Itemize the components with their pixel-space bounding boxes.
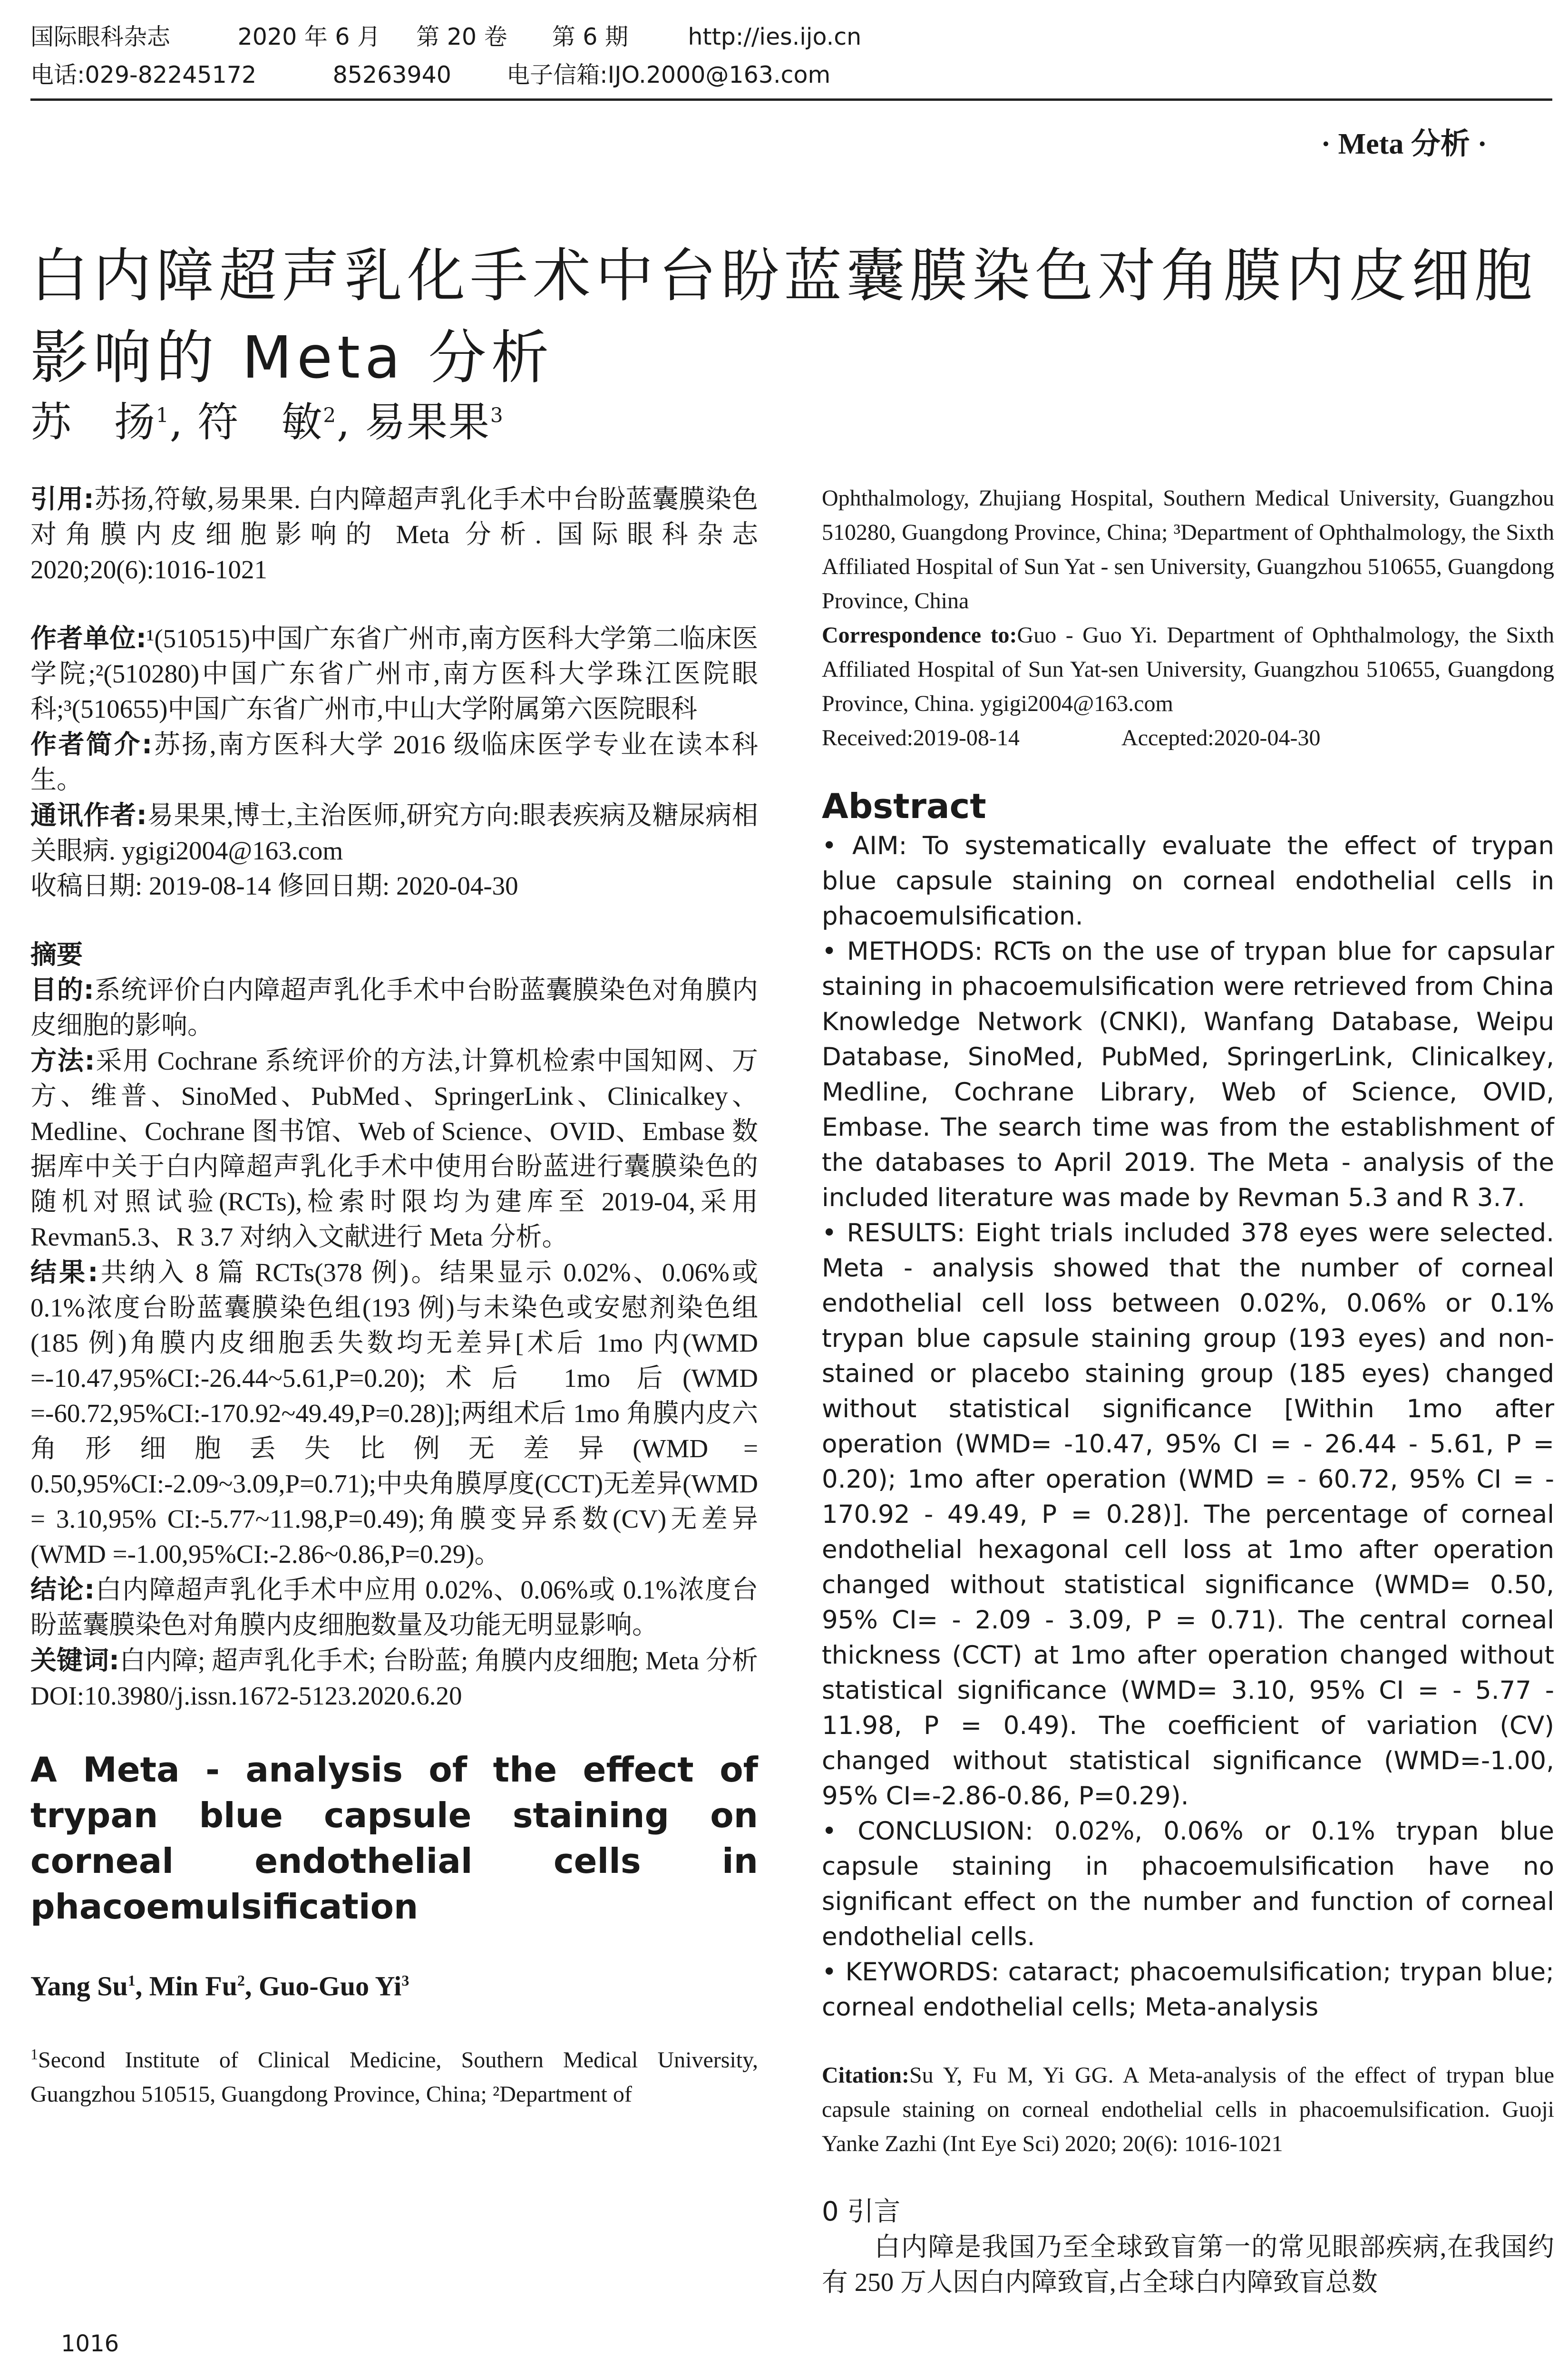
author-bio: 作者简介:苏扬,南方医科大学 2016 级临床医学专业在读本科生。 — [30, 729, 758, 794]
intro-heading: 0 引言 — [822, 2196, 901, 2227]
journal-url[interactable]: http://ies.ijo.cn — [688, 23, 862, 50]
journal-header-line2 — [30, 61, 830, 89]
results-cn: 结果:共纳入 8 篇 RCTs(378 例)。结果显示 0.02%、0.06%或 0.1%浓度台盼蓝囊膜染色组(193 例)与未染色或安慰剂染色组(185 例)角膜内皮细胞丢失数均无差异[术后 1mo 内(WMD =-10.47,95%CI:-26.44~5.61,P=0.20);术后 1mo 后(WMD =-60.72,95%CI:-170.92~49.49,P=0.28)];两组术后 1mo 角膜内皮六角形细胞丢失比例无差异(WMD = 0.50,95%CI:-2.09~3.09,P=0.71);中央角膜厚度(CCT)无差异(WMD = 3.10,95% CI:-5.77~11.98,P=0.49);角膜变异系数(CV)无差异(WMD =-1.00,95%CI:-2.86~0.86,P=0.29)。 — [30, 1257, 758, 1568]
article-title: 白内障超声乳化手术中台盼蓝囊膜染色对角膜内皮细胞影响的 Meta 分析 — [30, 242, 1537, 391]
left-column — [30, 481, 758, 2112]
phone: 电话:029-82245172 — [30, 61, 257, 88]
aim-en: • AIM: To systematically evaluate the effect of trypan blue capsule staining on corneal endothelial cells in phacoemulsification. — [822, 831, 1554, 931]
author-units: 作者单位:¹(510515)中国广东省广州市,南方医科大学第二临床医学院;²(510280)中国广东省广州市,南方医科大学珠江医院眼科;³(510655)中国广东省广州市,中山大学附属第六医院眼科 — [30, 623, 759, 723]
author-3-sup: 3 — [490, 403, 504, 427]
results-en: • RESULTS: Eight trials included 378 eyes were selected. Meta - analysis showed that the number of corneal endothelial cell loss between 0.02%, 0.06% or 0.1% trypan blue capsule staining group (193 eyes) and non-stained or placebo staining group (185 eyes) changed without statistical significance [Within 1mo after operation (WMD= -10.47, 95% CI = - 26.44 - 5.61, P = 0.20); 1mo after operation (WMD = - 60.72, 95% CI = - 170.92 - 49.49, P = 0.28)]. The percentage of corneal endothelial hexagonal cell loss at 1mo after operation changed without statistical significance (WMD= 0.50, 95% CI= - 2.09 - 3.09, P = 0.71). The central corneal thickness (CCT) at 1mo after operation changed without statistical significance (WMD= 3.10, 95% CI = - 5.77 - 11.98, P = 0.49). The coefficient of variation (CV) changed without statistical significance (WMD=-1.00, 95% CI=-2.86-0.86, P=0.29). — [822, 1218, 1554, 1811]
author-1: 苏 扬 — [30, 399, 156, 446]
corresponding-author: 通讯作者:易果果,博士,主治医师,研究方向:眼表疾病及糖尿病相关眼病. ygigi2004@163.com — [30, 800, 758, 865]
page-number: 1016 — [61, 2330, 119, 2357]
dates-cn: 收稿日期: 2019-08-14 修回日期: 2020-04-30 — [30, 871, 518, 900]
correspondence-en: Correspondence to:Guo - Guo Yi. Department of Ophthalmology, the Sixth Affiliated Hospital of Sun Yat-sen University, Guangzhou 510655, Guangdong Province, China. ygigi2004@163.com — [822, 623, 1555, 716]
keywords-en: • KEYWORDS: cataract; phacoemulsification; trypan blue; corneal endothelial cells; Meta-analysis — [822, 1958, 1554, 2022]
author-2: 符 敏 — [197, 399, 323, 446]
section-tag: · Meta 分析 · — [1321, 128, 1487, 160]
affiliation-en-cont: Ophthalmology, Zhujiang Hospital, Southern Medical University, Guangzhou 510280, Guangdong Province, China; ³Department of Ophthalmology, the Sixth Affiliated Hospital of Sun Yat - sen University, Guangzhou 510655, Guangdong Province, China — [822, 486, 1554, 614]
dates-en: Received:2019-08-14 Accepted:2020-04-30 — [822, 725, 1321, 750]
methods-en: • METHODS: RCTs on the use of trypan blue for capsular staining in phacoemulsification were retrieved from China Knowledge Network (CNKI), Wanfang Database, Weipu Database, SinoMed, PubMed, SpringerLink, Clinicalkey, Medline, Cochrane Library, Web of Science, OVID, Embase. The search time was from the establishment of the databases to April 2019. The Meta - analysis of the included literature was made by Revman 5.3 and R 3.7. — [822, 937, 1554, 1212]
abstract-heading-cn: 摘要 — [30, 939, 83, 970]
journal-name: 国际眼科杂志 — [30, 23, 171, 50]
english-title: A Meta - analysis of the effect of trypan blue capsule staining on corneal endothelial cells in phacoemulsification — [30, 1750, 758, 1927]
conclusion-en: • CONCLUSION: 0.02%, 0.06% or 0.1% trypan blue capsule staining in phacoemulsification have no significant effect on the number and function of corneal endothelial cells. — [822, 1817, 1554, 1951]
issue-date: 2020 年 6 月 — [237, 23, 381, 50]
methods-cn: 方法:采用 Cochrane 系统评价的方法,计算机检索中国知网、万方、维普、SinoMed、PubMed、SpringerLink、Clinicalkey、Medline、Cochrane 图书馆、Web of Science、OVID、Embase 数据库中关于白内障超声乳化手术中使用台盼蓝进行囊膜染色的随机对照试验(RCTs),检索时限均为建库至 2019-04,采用 Revman5.3、R 3.7 对纳入文献进行 Meta 分析。 — [30, 1045, 758, 1251]
journal-email[interactable]: 电子信箱:IJO.2000@163.com — [506, 61, 831, 88]
journal-header-line1 — [30, 23, 861, 51]
authors-cn: 苏 扬$^1$, 符 敏$^2$, 易果果$^3$ — [30, 399, 504, 446]
header-rule — [30, 98, 1552, 101]
author-1-sup: 1 — [156, 403, 170, 427]
volume: 第 20 卷 — [416, 23, 507, 50]
authors-en: Yang Su$^1$, Min Fu$^2$, Guo-Guo Yi$^3$ — [30, 1970, 409, 2002]
abstract-heading-en: Abstract — [822, 786, 986, 826]
author-3: 易果果 — [364, 399, 490, 446]
author-2-sup: 2 — [323, 403, 337, 427]
citation-en: Citation:Su Y, Fu M, Yi GG. A Meta-analysis of the effect of trypan blue capsule staining on corneal endothelial cells in phacoemulsification. Guoji Yanke Zazhi (Int Eye Sci) 2020; 20(6): 1016-1021 — [822, 2063, 1554, 2156]
intro-text: 白内障是我国乃至全球致盲第一的常见眼部疾病,在我国约有 250 万人因白内障致盲,占全球白内障致盲总数 — [822, 2232, 1554, 2297]
affiliation-en: $^1$Second Institute of Clinical Medicine, Southern Medical University, Guangzhou 510515, Guangdong Province, China; ²Department of — [30, 2046, 758, 2107]
keywords-cn: 关键词:白内障; 超声乳化手术; 台盼蓝; 角膜内皮细胞; Meta 分析 — [30, 1645, 758, 1676]
issue: 第 6 期 — [552, 23, 629, 50]
phone-2: 85263940 — [332, 61, 451, 88]
doi[interactable]: DOI:10.3980/j.issn.1672-5123.2020.6.20 — [30, 1681, 462, 1710]
right-column — [822, 481, 1554, 2300]
citation-cn: 引用:苏扬,符敏,易果果. 白内障超声乳化手术中台盼蓝囊膜染色对角膜内皮细胞影响的 Meta 分析. 国际眼科杂志 2020;20(6):1016-1021 — [30, 484, 758, 584]
conclusion-cn: 结论:白内障超声乳化手术中应用 0.02%、0.06%或 0.1%浓度台盼蓝囊膜染色对角膜内皮细胞数量及功能无明显影响。 — [30, 1574, 758, 1639]
aim-cn: 目的:系统评价白内障超声乳化手术中台盼蓝囊膜染色对角膜内皮细胞的影响。 — [30, 974, 758, 1040]
